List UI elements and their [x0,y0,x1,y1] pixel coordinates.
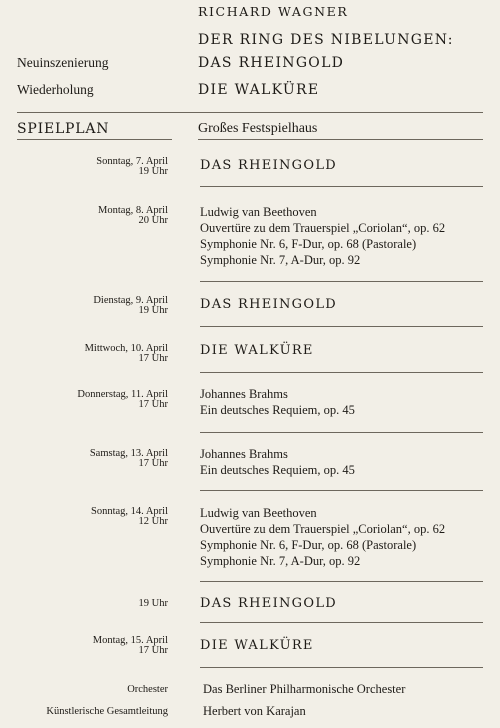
composer-line: Johannes Brahms [200,387,288,401]
composer-name: RICHARD WAGNER [198,4,349,19]
work-line: Symphonie Nr. 7, A-Dur, op. 92 [200,253,361,267]
walkuere-title: DIE WALKÜRE [198,82,320,98]
rheingold-title: DAS RHEINGOLD [198,55,345,71]
time-text: 19 Uhr [138,305,168,316]
date-text: Donnerstag, 11. April [77,389,168,400]
performance-date [77,390,168,410]
artistic-director-label: Künstlerische Gesamtleitung [46,706,168,717]
entry-divider [200,432,483,433]
performance-date [98,206,168,226]
performance-title: DAS RHEINGOLD [200,596,337,611]
work-line: Ein deutsches Requiem, op. 45 [200,463,355,477]
date-text: Samstag, 13. April [89,448,168,459]
entry-divider [200,186,483,187]
date-text: Sonntag, 7. April [96,156,168,167]
venue-name: Großes Festspielhaus [198,121,318,136]
entry-divider [200,667,483,668]
composer-line: Ludwig van Beethoven [200,205,317,219]
neuinszenierung-label: Neuinszenierung [17,55,109,70]
spielplan-underline-right [198,139,483,140]
composer-line: Ludwig van Beethoven [200,506,317,520]
time-text: 19 Uhr [138,598,168,609]
performance-date [93,296,168,316]
performance-date [93,636,168,656]
spielplan-label: SPIELPLAN [17,121,110,137]
performance-program [200,386,355,418]
time-text: 20 Uhr [138,215,168,226]
spielplan-underline-left [17,139,172,140]
work-line: Symphonie Nr. 6, F-Dur, op. 68 (Pastorale) [200,237,417,251]
composer-line: Johannes Brahms [200,447,288,461]
work-line: Ouvertüre zu dem Trauerspiel „Coriolan“, op. 62 [200,522,446,536]
date-text: Montag, 15. April [92,635,168,646]
artistic-director-name: Herbert von Karajan [203,704,306,718]
orchestra-name: Das Berliner Philharmonische Orchester [203,682,406,696]
performance-program [200,505,445,569]
performance-date [85,344,168,364]
time-text: 12 Uhr [138,516,168,527]
work-line: Symphonie Nr. 7, A-Dur, op. 92 [200,554,361,568]
performance-date [139,599,168,609]
performance-title: DAS RHEINGOLD [200,297,337,312]
date-text: Sonntag, 14. April [90,506,168,517]
time-text: 17 Uhr [138,399,168,410]
cycle-title: DER RING DES NIBELUNGEN: [198,32,454,48]
performance-program [200,204,445,268]
performance-title: DIE WALKÜRE [200,343,314,358]
time-text: 17 Uhr [138,645,168,656]
performance-title: DIE WALKÜRE [200,638,314,653]
header-divider [17,112,483,113]
date-text: Montag, 8. April [98,205,168,216]
entry-divider [200,281,483,282]
entry-divider [200,581,483,582]
entry-divider [200,622,483,623]
orchestra-label: Orchester [127,684,168,695]
entry-divider [200,326,483,327]
time-text: 19 Uhr [138,166,168,177]
entry-divider [200,490,483,491]
wiederholung-label: Wiederholung [17,82,94,97]
work-line: Ein deutsches Requiem, op. 45 [200,403,355,417]
performance-date [91,507,168,527]
date-text: Dienstag, 9. April [93,295,168,306]
work-line: Symphonie Nr. 6, F-Dur, op. 68 (Pastorale) [200,538,417,552]
performance-title: DAS RHEINGOLD [200,158,337,173]
entry-divider [200,372,483,373]
work-line: Ouvertüre zu dem Trauerspiel „Coriolan“, op. 62 [200,221,446,235]
time-text: 17 Uhr [138,353,168,364]
time-text: 17 Uhr [138,458,168,469]
performance-date [90,449,168,469]
performance-program [200,446,355,478]
date-text: Mittwoch, 10. April [84,343,168,354]
performance-date [96,157,168,177]
